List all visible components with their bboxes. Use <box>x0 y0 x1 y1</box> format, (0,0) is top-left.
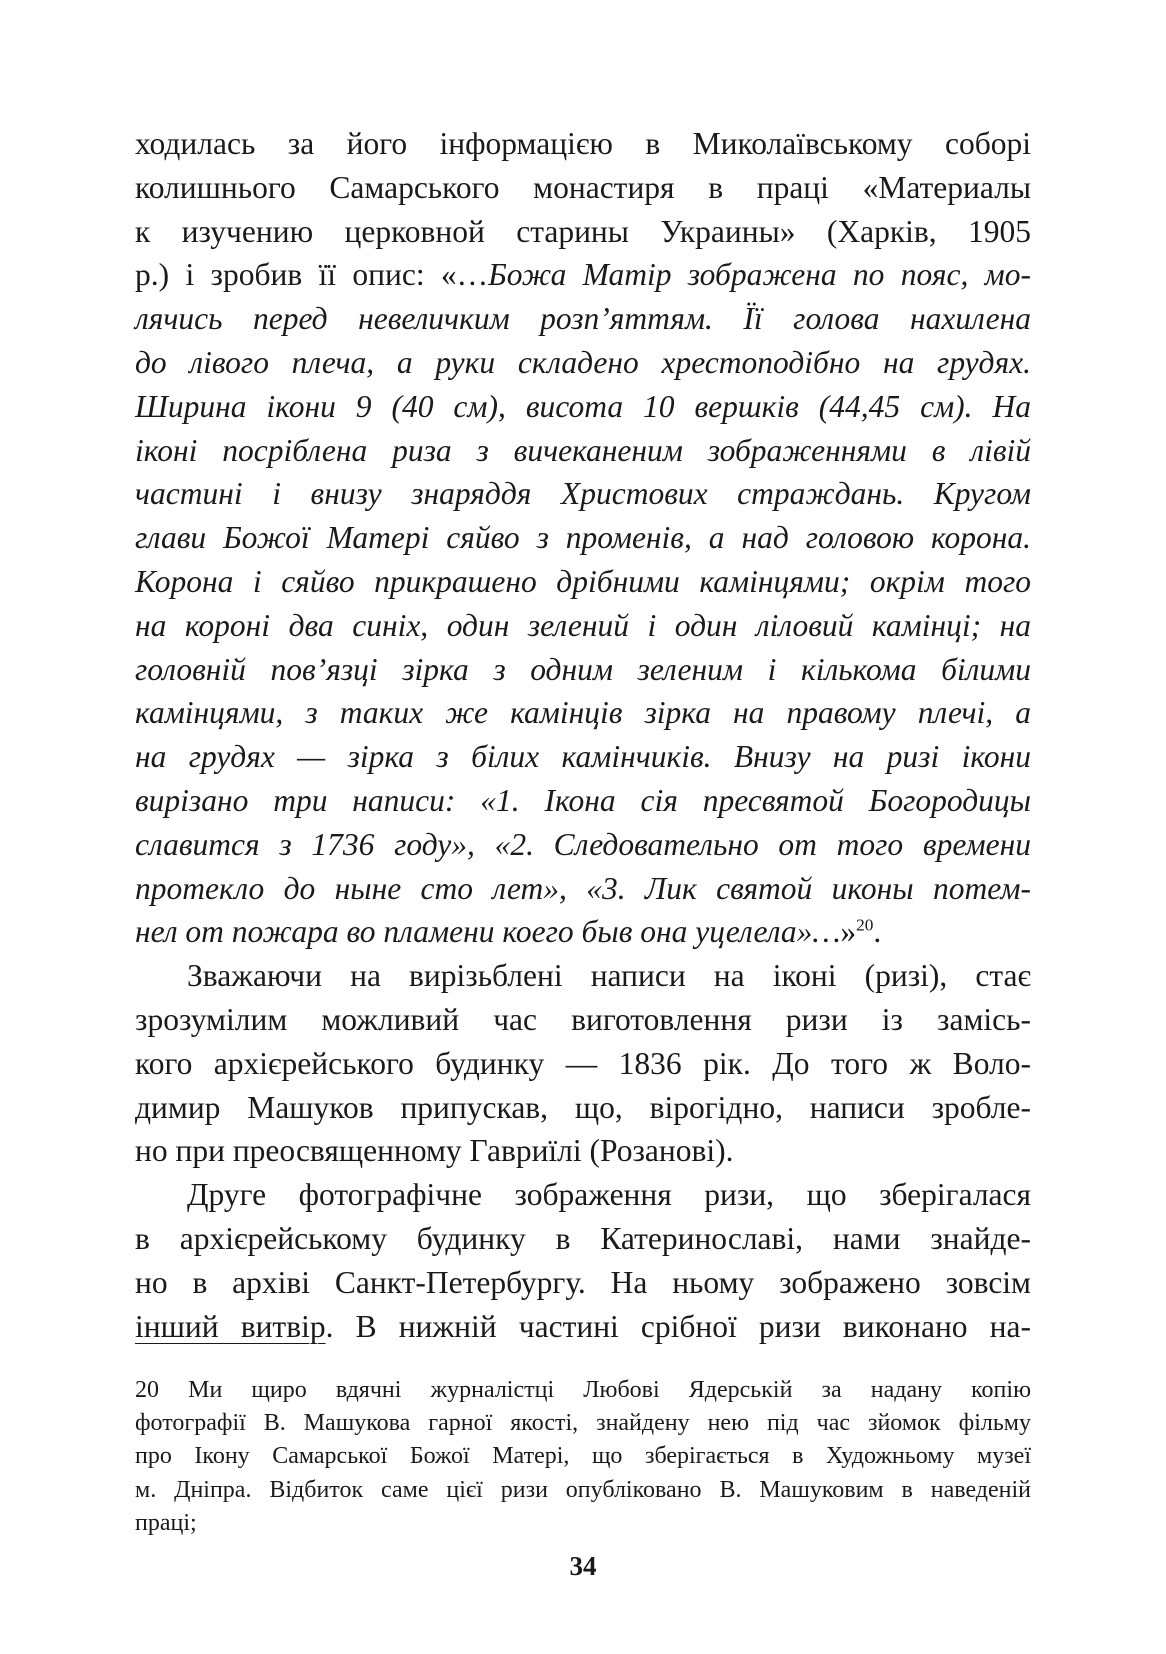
text-line <box>135 1305 1031 1349</box>
text-line <box>135 122 1031 166</box>
text-line <box>135 1261 1031 1305</box>
text-line <box>135 954 1031 998</box>
text-line <box>135 560 1031 604</box>
text-segment: до лівого плеча, а руки складено хрестоподібно на грудях. <box>135 344 1031 380</box>
footnote-line <box>135 1440 1031 1473</box>
text-line <box>135 166 1031 210</box>
text-segment: вирізано три написи: «1. Ікона сія пресвятой Богородицы <box>135 782 1031 818</box>
text-line <box>135 779 1031 823</box>
text-segment: . В нижній частині срібної ризи виконано на- <box>325 1308 1032 1344</box>
text-line <box>135 210 1031 254</box>
text-line <box>135 516 1031 560</box>
text-line <box>135 297 1031 341</box>
text-segment: на короні два синіх, один зелений і один ліловий камінці; на <box>135 607 1031 643</box>
text-line <box>135 1173 1031 1217</box>
text-segment: Зважаючи на вирізьблені написи на іконі (ризі), стає <box>187 958 1031 994</box>
text-line <box>135 341 1031 385</box>
text-segment: р.) і зробив її опис: «… <box>135 257 489 293</box>
text-segment: » <box>840 914 857 950</box>
text-line <box>135 604 1031 648</box>
text-segment: в архієрейському будинку в Катеринославі, нами знайде- <box>135 1220 1031 1256</box>
text-line <box>135 691 1031 735</box>
text-segment: зрозумілим можливий час виготовлення ризи із замісь- <box>135 1001 1031 1037</box>
text-line <box>135 823 1031 867</box>
text-segment: 20 Ми щиро вдячні журналістці Любові Ядерській за надану копію <box>135 1377 1031 1403</box>
text-segment: димир Машуков припускав, що, вірогідно, написи зробле- <box>135 1089 1031 1125</box>
text-segment: про Ікону Самарської Божої Матері, що зберігається в Художньому музеї <box>135 1443 1031 1470</box>
footnote-line <box>135 1374 1031 1407</box>
text-segment: лячись перед невеличким розп’яттям. Її голова нахилена <box>135 301 1031 337</box>
text-segment: . <box>873 914 882 950</box>
text-segment: головній пов’язці зірка з одним зеленим і кількома білими <box>135 651 1031 687</box>
text-segment: Друге фотографічне зображення ризи, що зберігалася <box>187 1177 1031 1213</box>
text-segment: ходилась за його інформацією в Миколаївському соборі <box>135 126 1031 161</box>
text-segment: Ширина ікони 9 (40 см), висота 10 вершків (44,45 см). На <box>135 388 1031 424</box>
text-line <box>135 385 1031 429</box>
text-line <box>135 1042 1031 1086</box>
main-text <box>135 122 1031 1348</box>
footnote-line <box>135 1474 1031 1507</box>
footnote-block <box>135 1374 1031 1540</box>
text-line <box>135 910 1031 954</box>
text-line <box>135 1129 1031 1173</box>
text-segment: м. Дніпра. Відбиток саме цієї ризи опубліковано В. Машуковим в наведеній <box>135 1476 1031 1503</box>
text-segment: іконі посріблена риза з вичеканеним зображеннями в лівій <box>135 432 1031 468</box>
text-segment: к изучению церковной старины Украины» (Харків, 1905 <box>135 213 1031 249</box>
text-segment: Корона і сяйво прикрашено дрібними камінцями; окрім того <box>135 563 1031 599</box>
text-segment: праці; <box>135 1509 197 1536</box>
text-line <box>135 648 1031 692</box>
text-line <box>135 472 1031 516</box>
text-segment: нел от пожара во пламени коего быв она уцелела»… <box>135 914 841 950</box>
footnote-ref: 20 <box>856 915 874 935</box>
footnote-line <box>135 1507 1031 1540</box>
text-line <box>135 253 1031 297</box>
text-line <box>135 1217 1031 1261</box>
text-segment: на грудях — зірка з білих камінчиків. Внизу на ризі ікони <box>135 739 1031 775</box>
text-segment: протекло до ныне сто лет», «3. Лик святой иконы потем- <box>135 870 1031 906</box>
text-segment: славится з 1736 году», «2. Следовательно от того времени <box>135 826 1031 862</box>
text-segment: Божа Матір зображена по пояс, мо- <box>488 257 1031 293</box>
text-segment: колишнього Самарського монастиря в праці «Материалы <box>135 169 1031 205</box>
text-segment: фотографії В. Машукова гарної якості, знайдену нею під час зйомок фільму <box>135 1410 1031 1437</box>
text-segment: камінцями, з таких же камінців зірка на правому плечі, а <box>135 695 1031 731</box>
text-segment: но в архіві Санкт-Петербургу. На ньому зображено зовсім <box>135 1264 1031 1300</box>
text-line <box>135 867 1031 911</box>
page-number: 34 <box>569 1551 597 1581</box>
text-segment: інший витвір <box>135 1308 326 1344</box>
text-segment: частині і внизу знаряддя Христових страждань. Кругом <box>135 476 1031 512</box>
text-line <box>135 735 1031 779</box>
text-line <box>135 998 1031 1042</box>
text-line <box>135 1086 1031 1130</box>
text-segment: глави Божої Матері сяйво з променів, а над головою корона. <box>135 520 1031 556</box>
footnote-line <box>135 1407 1031 1440</box>
text-segment: но при преосвященному Гавриїлі (Розанові). <box>135 1133 734 1169</box>
text-line <box>135 429 1031 473</box>
text-segment: кого архієрейського будинку — 1836 рік. До того ж Воло- <box>135 1045 1031 1081</box>
